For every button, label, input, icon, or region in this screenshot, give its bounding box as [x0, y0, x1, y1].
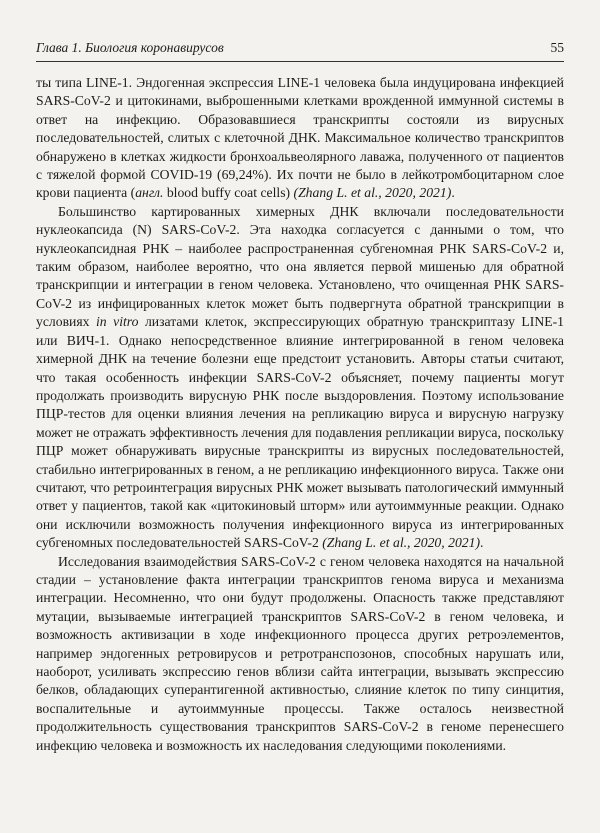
text-run: Большинство картированных химерных ДНК включали последовательности нуклеокапсида (N) SARS-CoV-2. Эта находка согласуется с данными о том, что нуклеокапсидная РНК – наиболее распространенная субгеномная РНК SARS-CoV-2 и, таким образом, наиболее вероятно, что она является первой мишенью для обратной транскрипции и интеграции в геном человека. Установлено, что очищенная РНК SARS-CoV-2 из инфицированных клеток может быть подвергнута обратной транскрипции в условиях: [36, 203, 564, 330]
body-text: [36, 74, 564, 755]
text-run: Исследования взаимодействия SARS-CoV-2 с геном человека находятся на начальной стадии – установление факта интеграции транскриптов генома вируса и механизма интеграции. Несомненно, что они будут продолжены. Опасность также представляют мутации, вызываемые интеграцией транскриптов SARS-CoV-2 в геном человека, и возможность активизации в ходе инфекционного процесса других ретроэлементов, например эндогенных ретровирусов и ретротранспозонов, способных нарушать или, наоборот, усиливать экспрессию генов вблизи сайта интеграции, вызывать экспрессию белков, обладающих суперантигенной активностью, слияние клеток по типу синцития, воспалительные и аутоиммунные процессы. Также осталось неизвестной продолжительность существования транскриптов SARS-CoV-2 в геноме перенесшего инфекцию человека и возможность их наследования следующими поколениями.: [36, 553, 564, 753]
text-run: .: [480, 535, 484, 551]
text-run: ты типа LINE-1. Эндогенная экспрессия LINE-1 человека была индуцирована инфекцией SARS-CoV-2 и цитокинами, выброшенными клетками врожденной иммунной системы в ответ на инфекцию. Образовавшиеся транскрипты состояли из вирусных последовательностей, слитых с клеточной ДНК. Максимальное количество транскриптов обнаружено в клетках жидкости бронхоальвеолярного лаважа, полученного от пациентов с тяжелой формой COVID-19 (69,24%). Их почти не было в лейкотромбоцитарном слое крови пациента (: [36, 75, 564, 201]
header-rule: [36, 61, 564, 62]
paragraph-2: [36, 203, 564, 553]
page-header: [36, 40, 564, 60]
citation: (Zhang L. et al., 2020, 2021): [293, 185, 452, 201]
page-number: 55: [550, 40, 564, 55]
text-run: blood buffy coat cells): [163, 185, 294, 201]
text-run: лизатами клеток, экспрессирующих обратную транскриптазу LINE-1 или ВИЧ-1. Однако непосредственное влияние интегрированной в геном человека химерной ДНК на течение болезни еще предстоит установить. Авторы статьи считают, что такая особенность инфекции SARS-CoV-2 объясняет, почему пациенты могут продолжать производить вирусную РНК после выздоровления. Поэтому использование ПЦР-тестов для оценки влияния лечения на репликацию вируса и вирусную нагрузку может не отражать эффективность лечения для подавления репликации вируса, поскольку ПЦР может обнаруживать вирусные транскрипты из вирусных последовательностей, стабильно интегрированных в геном, а не репликацию инфекционного вируса. Также они считают, что ретроинтеграция вирусных РНК может вызывать патологический иммунный ответ у пациентов, такой как «цитокиновый шторм» или аутоиммунные реакции. Однако они исключили возможность получения инфекционного вируса из интегрированных субгеномных последовательностей SARS-CoV-2: [36, 314, 564, 551]
running-head: Глава 1. Биология коронавирусов: [36, 40, 224, 55]
abbrev-english: англ.: [135, 185, 164, 201]
paragraph-1: [36, 74, 564, 203]
citation: (Zhang L. et al., 2020, 2021): [322, 535, 481, 551]
paragraph-3: [36, 553, 564, 755]
text-run: .: [451, 185, 455, 201]
in-vitro-term: in vitro: [96, 314, 139, 330]
